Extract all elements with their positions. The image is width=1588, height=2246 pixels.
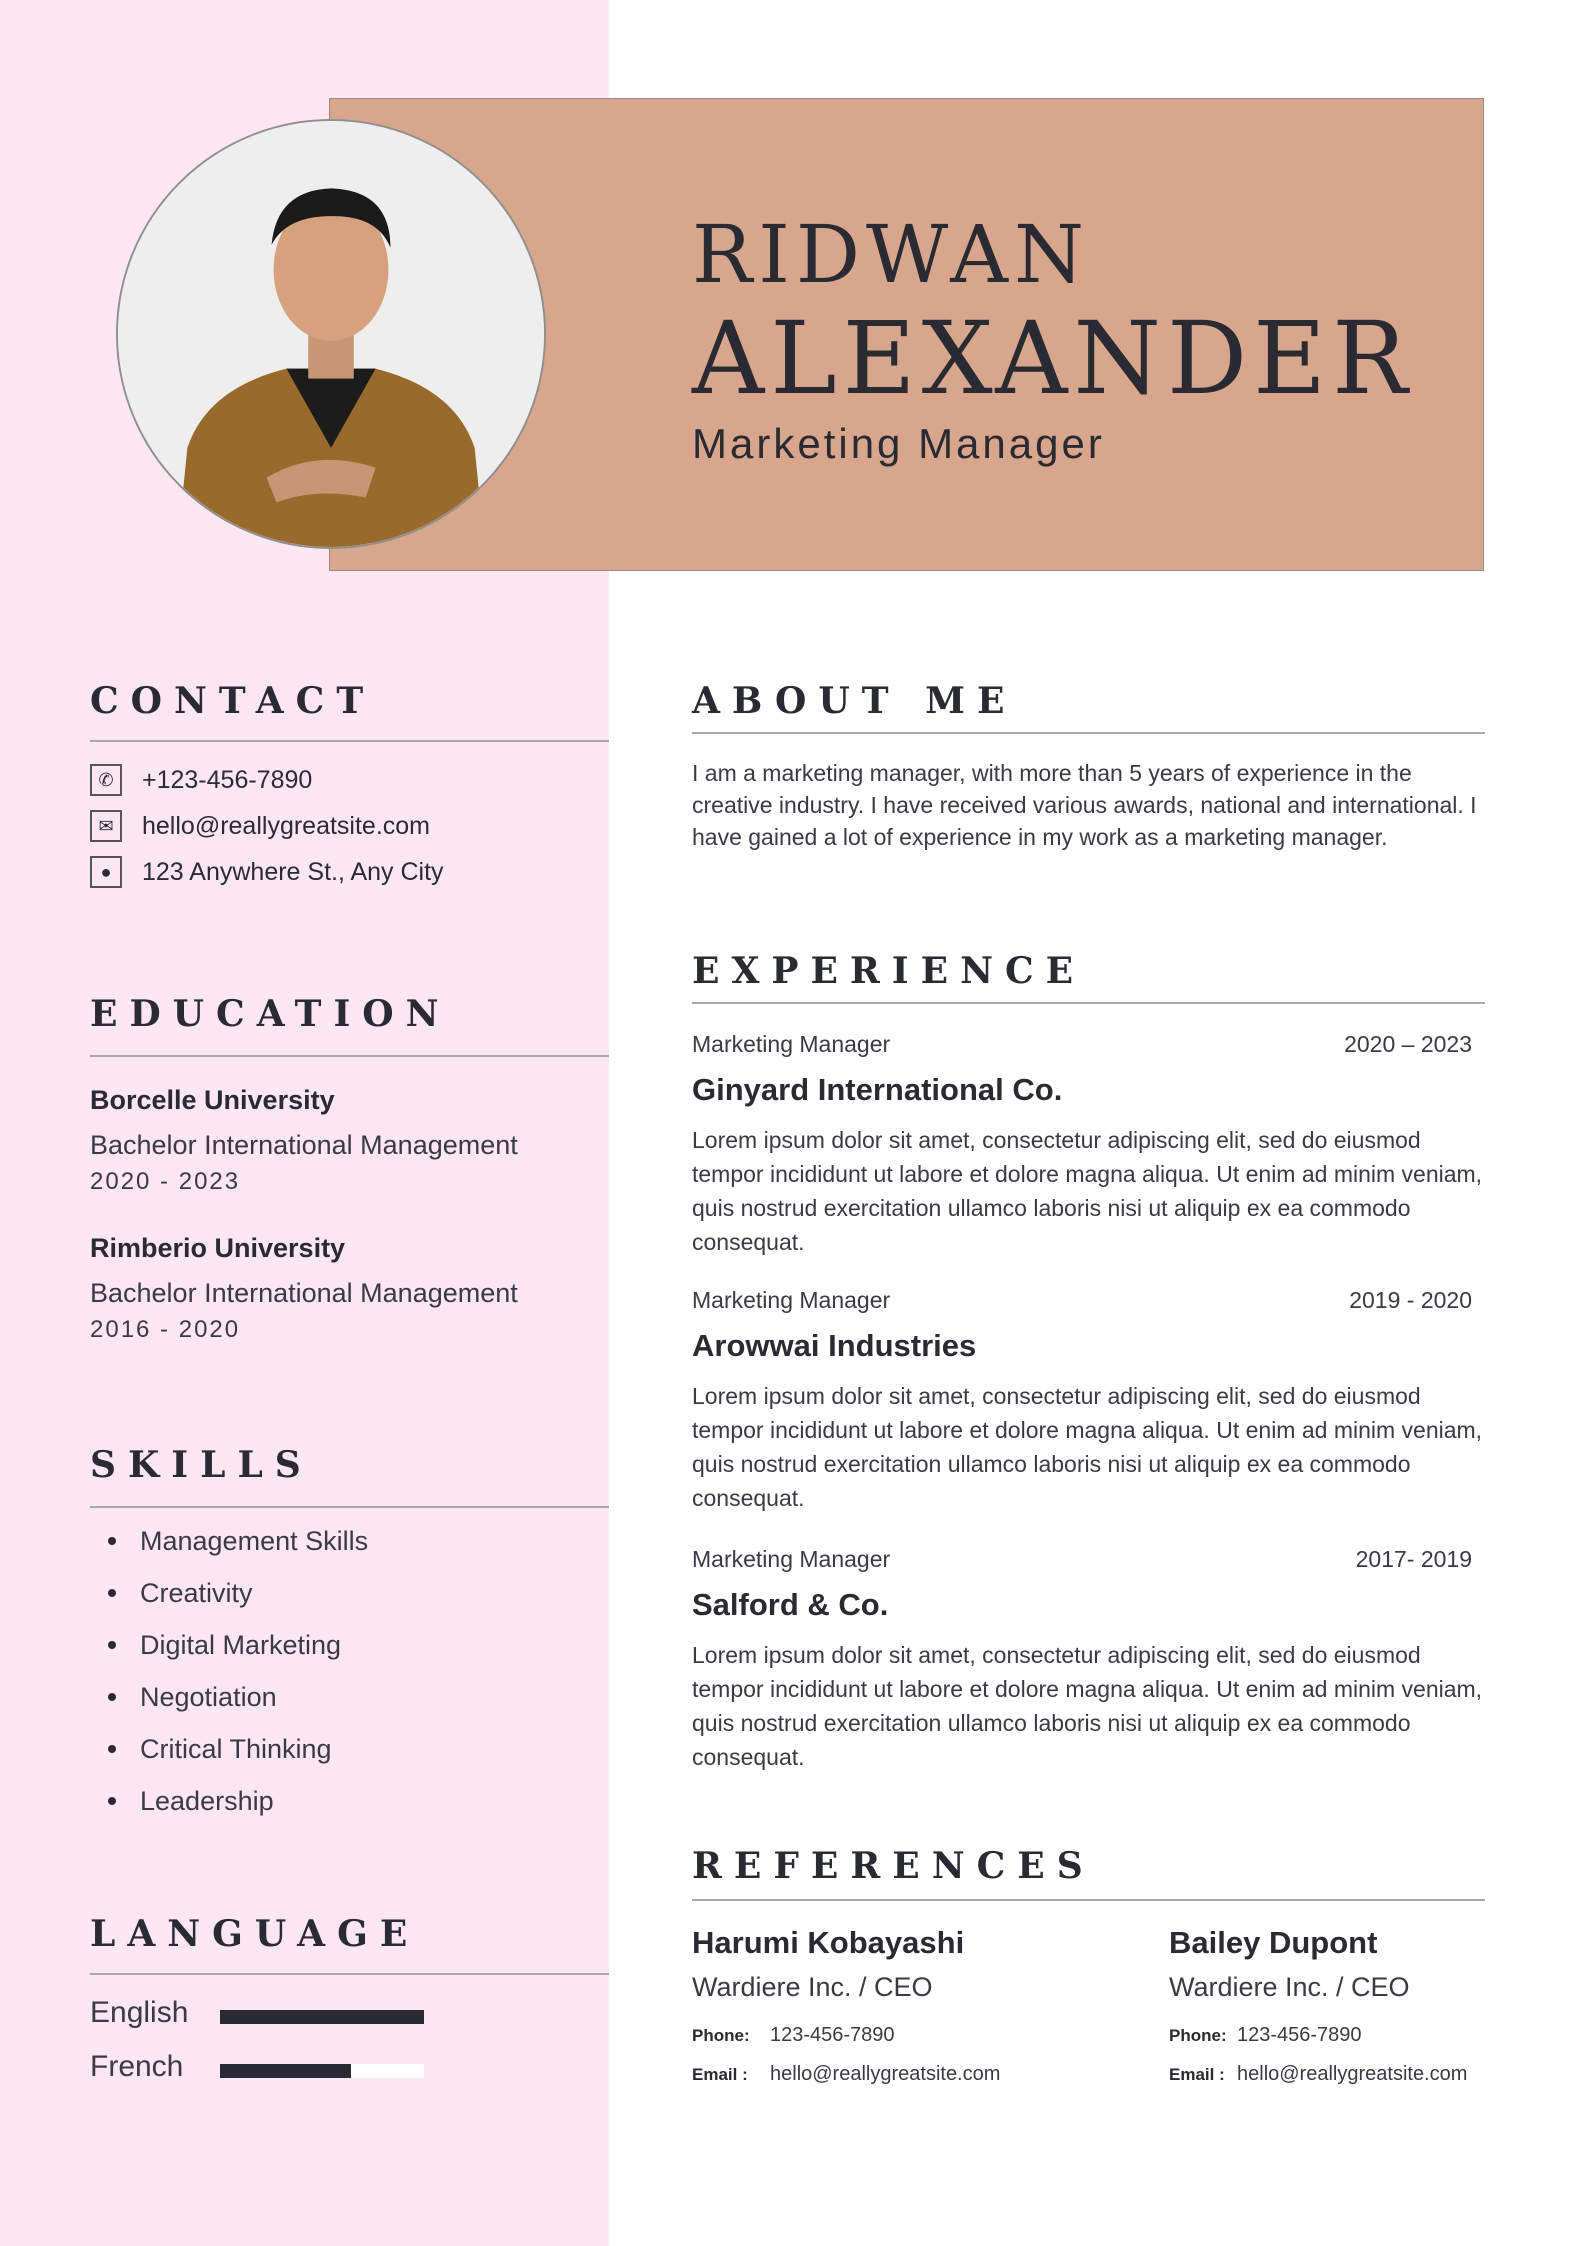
- list-item: [90, 1723, 368, 1775]
- education-years: 2020 - 2023: [90, 1168, 241, 1195]
- language-english-bar: [220, 2010, 424, 2024]
- language-french-label: French: [90, 2050, 184, 2083]
- bullet-icon: [108, 1537, 116, 1545]
- reference-phone: [1169, 2024, 1362, 2047]
- contact-divider: [90, 740, 609, 742]
- reference-company: Wardiere Inc. / CEO: [1169, 1972, 1410, 2002]
- skill-label: Leadership: [140, 1785, 274, 1816]
- reference-email-value: hello@reallygreatsite.com: [1237, 2063, 1468, 2085]
- contact-address-text: 123 Anywhere St., Any City: [142, 857, 444, 886]
- language-divider: [90, 1973, 609, 1975]
- contact-phone: [90, 764, 312, 796]
- phone-icon: ✆: [90, 764, 122, 796]
- reference-name: Bailey Dupont: [1169, 1925, 1378, 1960]
- language-english-label: English: [90, 1996, 189, 2029]
- experience-heading: EXPERIENCE: [692, 950, 1086, 992]
- about-heading: ABOUT ME: [692, 680, 1017, 722]
- profile-photo-illustration: [118, 121, 544, 547]
- bullet-icon: [108, 1589, 116, 1597]
- bullet-icon: [108, 1797, 116, 1805]
- language-heading: LANGUAGE: [90, 1913, 420, 1955]
- experience-divider: [692, 1002, 1485, 1004]
- reference-phone-value: 123-456-7890: [1237, 2024, 1362, 2046]
- experience-dates: 2020 – 2023: [1344, 1031, 1472, 1057]
- skill-label: Negotiation: [140, 1681, 277, 1712]
- bullet-icon: [108, 1745, 116, 1753]
- education-heading: EDUCATION: [90, 993, 451, 1035]
- phone-label: Phone:: [692, 2026, 750, 2045]
- first-name: RIDWAN: [692, 208, 1090, 301]
- list-item: [90, 1671, 368, 1723]
- education-years: 2016 - 2020: [90, 1316, 241, 1343]
- education-degree: Bachelor International Management: [90, 1130, 518, 1160]
- contact-phone-text: +123-456-7890: [142, 765, 313, 794]
- experience-description: Lorem ipsum dolor sit amet, consectetur adipiscing elit, sed do eiusmod tempor incididunt ut labore et dolore magna aliqua. Ut enim ad minim veniam, quis nostrud exercitation ullamco laboris nisi ut aliquip ex ea commodo consequat.: [692, 1127, 1483, 1255]
- reference-email-value: hello@reallygreatsite.com: [770, 2063, 1001, 2085]
- reference-phone: [692, 2024, 895, 2047]
- experience-dates: 2017- 2019: [1355, 1546, 1472, 1572]
- experience-dates: 2019 - 2020: [1349, 1287, 1472, 1313]
- profile-photo: [116, 119, 546, 549]
- language-french-fill: [220, 2064, 351, 2078]
- education-degree: Bachelor International Management: [90, 1278, 518, 1308]
- bullet-icon: [108, 1641, 116, 1649]
- skill-label: Management Skills: [140, 1525, 369, 1556]
- bullet-icon: [108, 1693, 116, 1701]
- experience-role: Marketing Manager: [692, 1031, 891, 1057]
- location-pin-icon: ●: [90, 856, 122, 888]
- skills-heading: SKILLS: [90, 1444, 313, 1486]
- experience-company: Ginyard International Co.: [692, 1072, 1063, 1107]
- contact-address: [90, 856, 444, 888]
- skills-list: [90, 1515, 368, 1827]
- contact-heading: CONTACT: [90, 680, 376, 722]
- education-school: Rimberio University: [90, 1233, 346, 1263]
- about-text: I am a marketing manager, with more than 5 years of experience in the creative industry. I have received various awards, national and international. I have gained a lot of experience in my work as a marketing manager.: [692, 760, 1477, 850]
- list-item: [90, 1619, 368, 1671]
- reference-company: Wardiere Inc. / CEO: [692, 1972, 933, 2002]
- skill-label: Critical Thinking: [140, 1733, 332, 1764]
- contact-email-text: hello@reallygreatsite.com: [142, 811, 431, 840]
- experience-description: Lorem ipsum dolor sit amet, consectetur adipiscing elit, sed do eiusmod tempor incididunt ut labore et dolore magna aliqua. Ut enim ad minim veniam, quis nostrud exercitation ullamco laboris nisi ut aliquip ex ea commodo consequat.: [692, 1642, 1483, 1770]
- experience-description: Lorem ipsum dolor sit amet, consectetur adipiscing elit, sed do eiusmod tempor incididunt ut labore et dolore magna aliqua. Ut enim ad minim veniam, quis nostrud exercitation ullamco laboris nisi ut aliquip ex ea commodo consequat.: [692, 1383, 1483, 1511]
- email-label: Email :: [692, 2065, 748, 2084]
- skills-divider: [90, 1506, 609, 1508]
- about-divider: [692, 732, 1485, 734]
- reference-email: [1169, 2063, 1467, 2086]
- skill-label: Digital Marketing: [140, 1629, 342, 1660]
- education-school: Borcelle University: [90, 1085, 335, 1115]
- experience-role: Marketing Manager: [692, 1287, 891, 1313]
- language-english-fill: [220, 2010, 424, 2024]
- language-french-bar: [220, 2064, 424, 2078]
- references-divider: [692, 1899, 1485, 1901]
- reference-phone-value: 123-456-7890: [770, 2024, 895, 2046]
- contact-email: [90, 810, 430, 842]
- list-item: [90, 1775, 368, 1827]
- mail-icon: ✉: [90, 810, 122, 842]
- email-label: Email :: [1169, 2065, 1225, 2084]
- last-name: ALEXANDER: [692, 300, 1414, 417]
- experience-company: Arowwai Industries: [692, 1328, 977, 1363]
- job-title: Marketing Manager: [692, 420, 1105, 467]
- reference-email: [692, 2063, 1000, 2086]
- experience-role: Marketing Manager: [692, 1546, 891, 1572]
- reference-name: Harumi Kobayashi: [692, 1925, 965, 1960]
- references-heading: REFERENCES: [692, 1845, 1095, 1887]
- list-item: [90, 1515, 368, 1567]
- phone-label: Phone:: [1169, 2026, 1227, 2045]
- experience-company: Salford & Co.: [692, 1587, 889, 1622]
- list-item: [90, 1567, 368, 1619]
- skill-label: Creativity: [140, 1577, 253, 1608]
- education-divider: [90, 1055, 609, 1057]
